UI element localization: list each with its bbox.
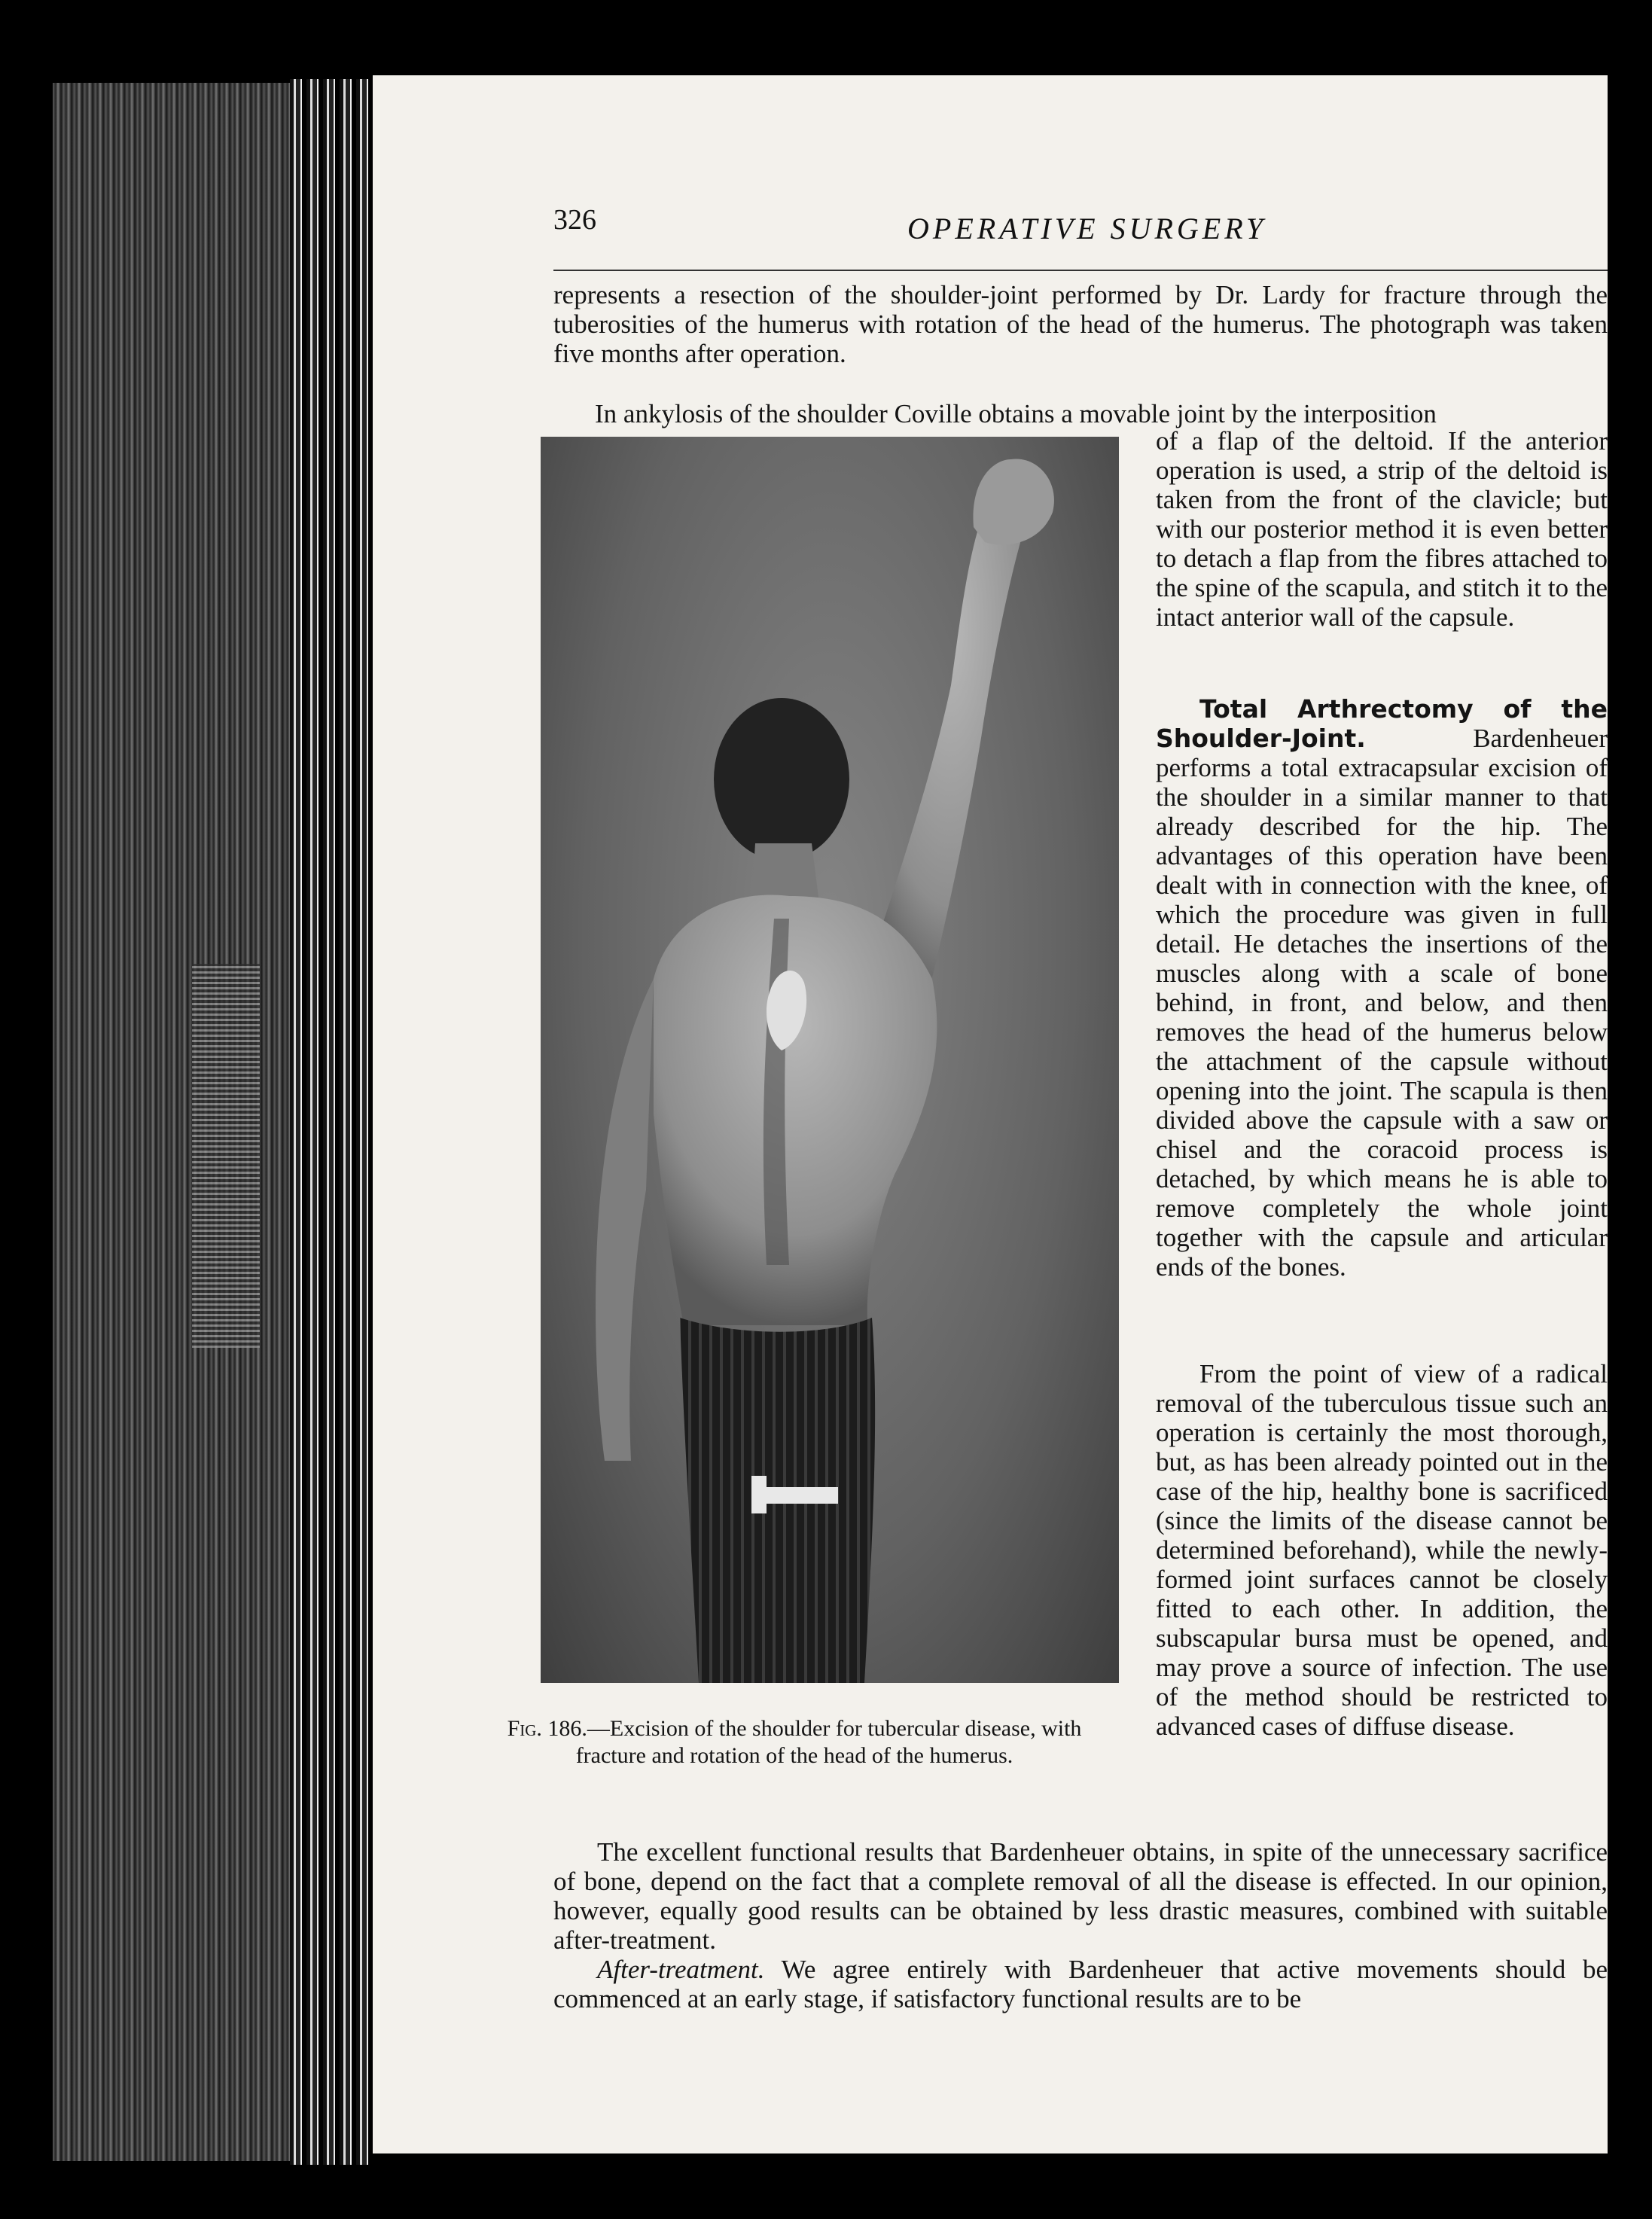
- results-paragraph: The excellent functional results that Bardenheuer obtains, in spite of the unnecessary sacrifice of bone, depend on the fact that a complete removal of all the disease is effected. In our opinion, however, equally good results can be obtained by less drastic measures, combined with suitable after-treatment.: [553, 1837, 1608, 1955]
- head: [714, 698, 849, 861]
- figure-label: Fig. 186.: [507, 1716, 587, 1741]
- intro-paragraph: represents a resection of the shoulder-joint performed by Dr. Lardy for fracture through the tuberosities of the humerus with rotation of the head of the humerus. The photograph was taken five months after operation.: [553, 280, 1608, 368]
- header-rule: [553, 270, 1608, 271]
- patient-back-photo: [541, 437, 1119, 1683]
- hip-bandage-tab: [751, 1476, 767, 1513]
- page-number: 326: [553, 204, 596, 236]
- coville-paragraph-first-line: In ankylosis of the shoulder Coville obtains a movable joint by the interposition: [595, 399, 1437, 428]
- arthrectomy-heading: Total Arthrectomy of the Shoulder-Joint.: [1156, 694, 1608, 753]
- arthrectomy-paragraph: [1156, 694, 1608, 1282]
- figure-caption-text: —Excision of the shoulder for tubercular disease, with fracture and rotation of the head of the humerus.: [575, 1716, 1082, 1768]
- back: [654, 895, 937, 1325]
- running-header: [553, 203, 1615, 256]
- after-treatment-body: We agree entirely with Bardenheuer that active movements should be commenced at an early stage, if satisfactory functional results are to be: [553, 1955, 1608, 2013]
- left-arm: [596, 979, 654, 1461]
- figure-photograph: [541, 437, 1119, 1683]
- arthrectomy-body: Bardenheuer performs a total extracapsular excision of the shoulder in a similar manner to that already described for the hip. The advantages of this operation have been dealt with in connection with the knee, of which the procedure was given in full detail. He detaches the insertions of the muscles along with a scale of bone behind, in front, and below, and then removes the head of the humerus below the attachment of the capsule without opening into the joint. The scapula is then divided above the capsule with a saw or chisel and the coracoid process is detached, by which means he is able to remove completely the whole joint together with the capsule and articular ends of the bones.: [1156, 724, 1608, 1282]
- coville-paragraph-rest: of a flap of the deltoid. If the anterior operation is used, a strip of the deltoid is taken from the front of the clavicle; but with our posterior method it is even better to detach a flap from the fibres attached to the spine of the scapula, and stitch it to the intact anterior wall of the capsule.: [1156, 426, 1608, 632]
- after-treatment-label: After-treatment.: [597, 1955, 765, 1984]
- radical-paragraph: From the point of view of a radical removal of the tuberculous tissue such an operation is certainly the most thorough, but, as has been already pointed out in the case of the hip, healthy bone is sacrificed (since the limits of the disease cannot be determined beforehand), while the newly-formed joint surfaces cannot be closely fitted to each other. In addition, the subscapular bursa must be opened, and may prove a source of infection. The use of the method should be restricted to advanced cases of diffuse disease.: [1156, 1359, 1608, 1741]
- neck: [751, 843, 819, 904]
- figure-caption: [482, 1715, 1107, 1769]
- spine-band: [290, 79, 373, 2165]
- hand: [973, 459, 1054, 545]
- after-treatment-paragraph: [553, 1955, 1608, 2013]
- spine-stamp: [192, 964, 260, 1348]
- running-title: OPERATIVE SURGERY: [907, 212, 1267, 245]
